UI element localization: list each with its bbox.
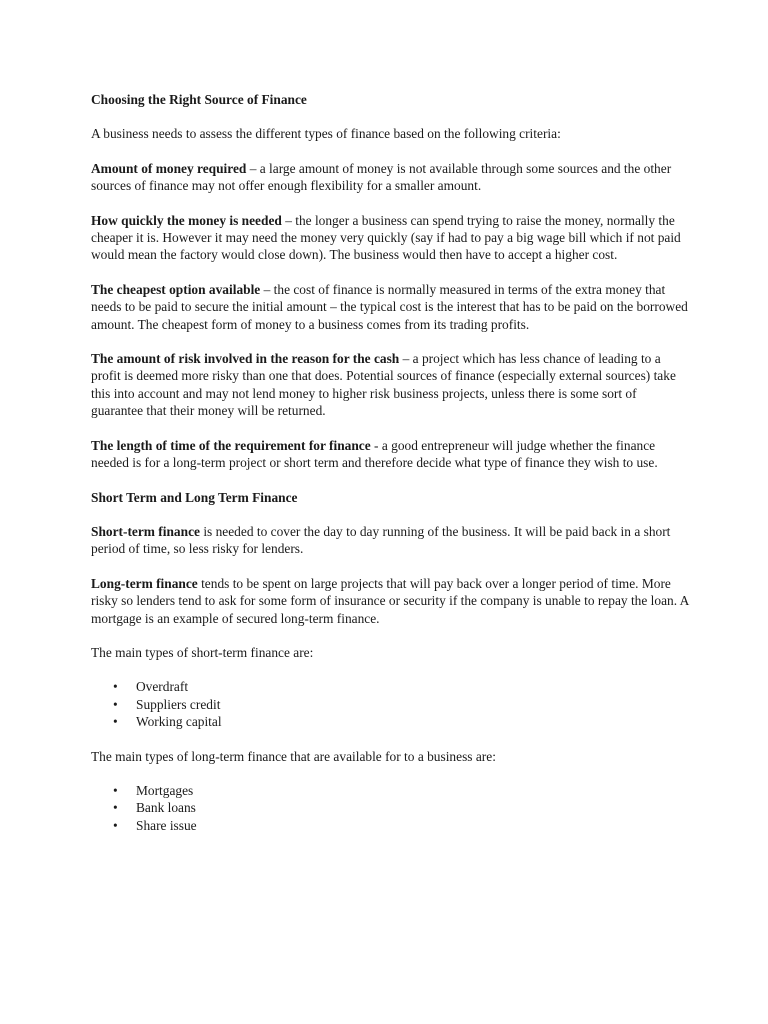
criterion-term: Amount of money required <box>91 160 247 176</box>
short-term-paragraph <box>91 523 691 558</box>
long-term-list <box>91 782 691 834</box>
long-list-intro: The main types of long-term finance that are available for to a business are: <box>91 748 496 764</box>
criterion-risk <box>91 350 691 420</box>
short-list-intro: The main types of short-term finance are: <box>91 644 314 660</box>
list-item <box>91 817 691 834</box>
long-term-text: tends to be spent on large projects that will pay back over a longer period of time. More risky so lenders tend to ask for some form of insurance or security if the company is unable to repay the loan. A mortgage is an example of secured long-term finance. <box>91 575 689 626</box>
list-item <box>91 678 691 695</box>
list-item-label: Overdraft <box>136 679 189 695</box>
intro-paragraph: A business needs to assess the different types of finance based on the following criteria: <box>91 126 561 142</box>
long-term-paragraph <box>91 575 691 627</box>
criterion-text: - a good entrepreneur will judge whether the finance needed is for a long-term project or short term and therefore decide what type of finance they wish to use. <box>91 437 658 471</box>
criterion-term: The cheapest option available <box>91 281 261 297</box>
list-item <box>91 696 691 713</box>
bullet-icon: • <box>113 782 118 798</box>
list-item <box>91 713 691 730</box>
criterion-text: – the longer a business can spend trying to raise the money, normally the cheaper it is. However it may need the money very quickly (say if had to pay a big wage bill which if not paid would mean the factory would close down). The business would then have to accept a higher cost. <box>91 212 681 263</box>
list-item-label: Share issue <box>136 817 197 833</box>
list-item <box>91 782 691 799</box>
short-term-text: is needed to cover the day to day running of the business. It will be paid back in a short period of time, so less risky for lenders. <box>91 523 671 557</box>
criterion-speed <box>91 212 691 264</box>
long-term-term: Long-term finance <box>91 575 198 591</box>
bullet-icon: • <box>113 696 118 712</box>
list-item <box>91 799 691 816</box>
criterion-term: The amount of risk involved in the reason for the cash <box>91 351 400 367</box>
criterion-amount <box>91 160 691 195</box>
criterion-text: – the cost of finance is normally measured in terms of the extra money that needs to be paid to secure the initial amount – the typical cost is the interest that has to be paid on the borrowed amount. The cheapest form of money to a business comes from its trading profits. <box>91 281 688 332</box>
criterion-text: – a project which has less chance of leading to a profit is deemed more risky than one that does. Potential sources of finance (especially external sources) take this into account and may not lend money to higher risk business projects, unless there is some sort of guarantee that their money will be returned. <box>91 351 676 419</box>
criterion-cost <box>91 281 691 333</box>
criterion-term: The length of time of the requirement for finance <box>91 437 371 453</box>
criterion-length <box>91 437 691 472</box>
list-item-label: Working capital <box>136 714 222 730</box>
bullet-icon: • <box>113 817 118 833</box>
list-item-label: Bank loans <box>136 800 196 816</box>
list-item-label: Suppliers credit <box>136 696 221 712</box>
criterion-text: – a large amount of money is not available through some sources and the other sources of finance may not offer enough flexibility for a smaller amount. <box>91 160 672 194</box>
section-heading: Short Term and Long Term Finance <box>91 489 298 505</box>
bullet-icon: • <box>113 800 118 816</box>
document-title: Choosing the Right Source of Finance <box>91 92 307 107</box>
criterion-term: How quickly the money is needed <box>91 212 282 228</box>
document-page <box>91 91 691 851</box>
short-term-list <box>91 678 691 730</box>
bullet-icon: • <box>113 679 118 695</box>
short-term-term: Short-term finance <box>91 523 200 539</box>
list-item-label: Mortgages <box>136 782 194 798</box>
bullet-icon: • <box>113 714 118 730</box>
